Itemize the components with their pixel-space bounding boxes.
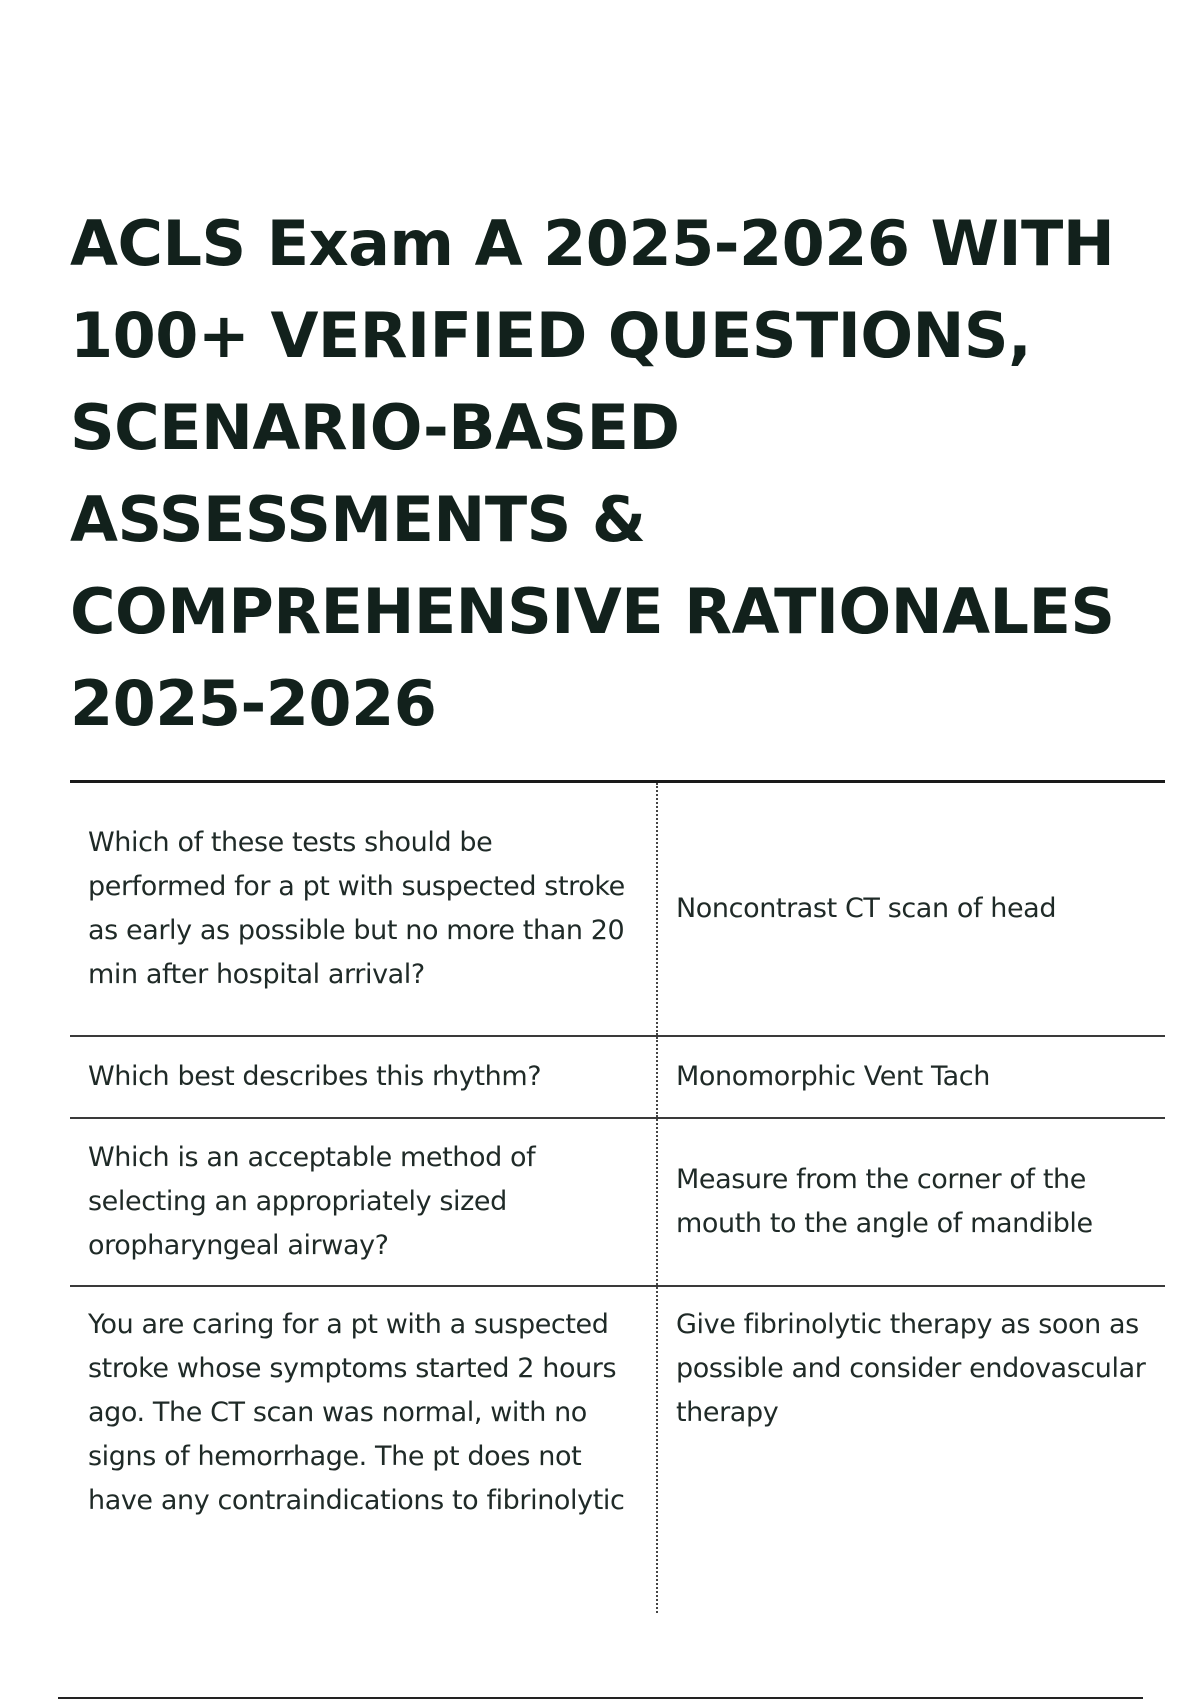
answer-cell: Measure from the corner of the mouth to the angle of mandible [676,1164,1093,1239]
table-row [70,1036,1165,1118]
question-cell: Which of these tests should be performed for a pt with suspected stroke as early as possible but no more than 20 min after hospital arrival? [70,782,657,1037]
title-line: ASSESSMENTS & [70,483,646,556]
answer-cell: Noncontrast CT scan of head [676,893,1057,924]
page-title [70,198,1150,750]
table-row [70,1118,1165,1286]
title-line: 100+ VERIFIED QUESTIONS, [70,299,1032,372]
question-cell: Which best describes this rhythm? [70,1036,657,1118]
answer-cell: Give fibrinolytic therapy as soon as possible and consider endovascular therapy [676,1309,1146,1428]
answer-cell: Monomorphic Vent Tach [676,1061,990,1092]
question-cell: You are caring for a pt with a suspected stroke whose symptoms started 2 hours ago. The CT scan was normal, with no signs of hemorrhage. The pt does not have any contraindications to fibrinolytic [70,1286,657,1613]
title-line: ACLS Exam A 2025-2026 WITH [70,207,1115,280]
table-row [70,782,1165,1037]
title-line: COMPREHENSIVE RATIONALES [70,575,1115,648]
title-line: 2025-2026 [70,667,437,740]
qa-table [70,780,1165,1613]
bottom-divider [58,1697,1143,1699]
question-cell: Which is an acceptable method of selecting an appropriately sized oropharyngeal airway? [70,1118,657,1286]
table-row [70,1286,1165,1613]
title-line: SCENARIO-BASED [70,391,680,464]
